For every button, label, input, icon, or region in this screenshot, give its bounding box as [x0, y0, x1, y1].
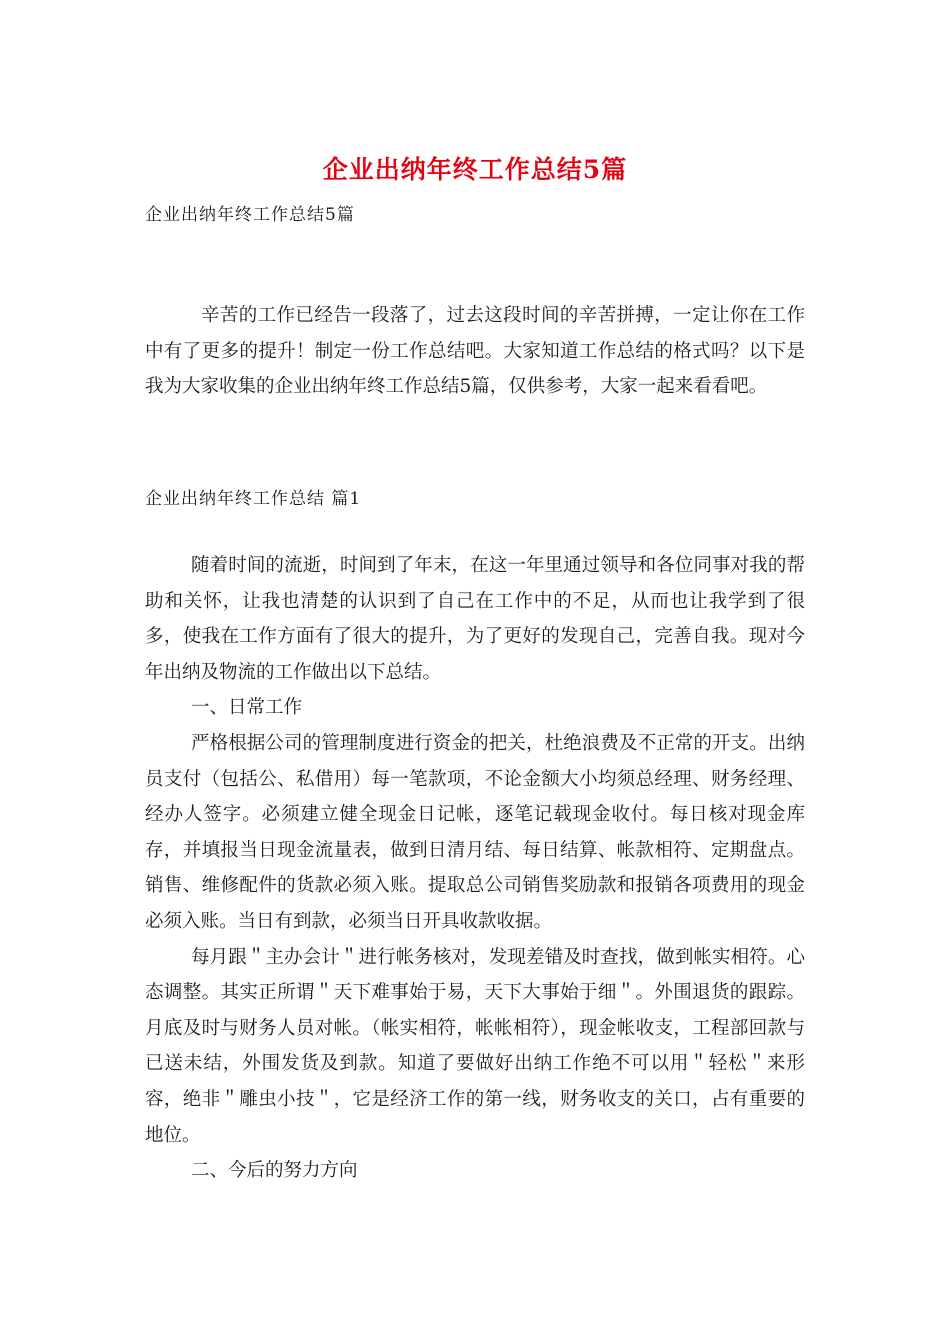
body-paragraph: 随着时间的流逝，时间到了年末，在这一年里通过领导和各位同事对我的帮助和关怀，让我也清楚的认识到了自己在工作中的不足，从而也让我学到了很多，使我在工作方面有了很大的提升，为了更好的发现自己，完善自我。现对今年出纳及物流的工作做出以下总结。	[145, 555, 805, 683]
intro-paragraph: 辛苦的工作已经告一段落了，过去这段时间的辛苦拼搏，一定让你在工作中有了更多的提升！制定一份工作总结吧。大家知道工作总结的格式吗？以下是我为大家收集的企业出纳年终工作总结5篇，仅供参考，大家一起来看看吧。	[145, 305, 805, 397]
section-heading: 企业出纳年终工作总结 篇1	[145, 489, 362, 509]
document-subtitle: 企业出纳年终工作总结5篇	[145, 205, 355, 225]
document-title: 企业出纳年终工作总结5篇	[322, 155, 628, 184]
body-heading-daily-work: 一、日常工作	[191, 697, 303, 719]
body-heading-future-direction: 二、今后的努力方向	[191, 1160, 358, 1182]
section-body	[145, 548, 805, 1189]
body-paragraph: 每月跟＂主办会计＂进行帐务核对，发现差错及时查找，做到帐实相符。心态调整。其实正所谓＂天下难事始于易，天下大事始于细＂。外围退货的跟踪。月底及时与财务人员对帐。（帐实相符，帐帐相符），现金帐收支，工程部回款与已送未结，外围发货及到款。知道了要做好出纳工作绝不可以用＂轻松＂来形容，绝非＂雕虫小技＂，它是经济工作的第一线，财务收支的关口，占有重要的地位。	[145, 946, 805, 1146]
body-paragraph: 严格根据公司的管理制度进行资金的把关，杜绝浪费及不正常的开支。出纳员支付（包括公、私借用）每一笔款项，不论金额大小均须总经理、财务经理、经办人签字。必须建立健全现金日记帐，逐笔记载现金收付。每日核对现金库存，并填报当日现金流量表，做到日清月结、每日结算、帐款相符、定期盘点。销售、维修配件的货款必须入账。提取总公司销售奖励款和报销各项费用的现金必须入账。当日有到款，必须当日开具收款收据。	[145, 732, 805, 932]
